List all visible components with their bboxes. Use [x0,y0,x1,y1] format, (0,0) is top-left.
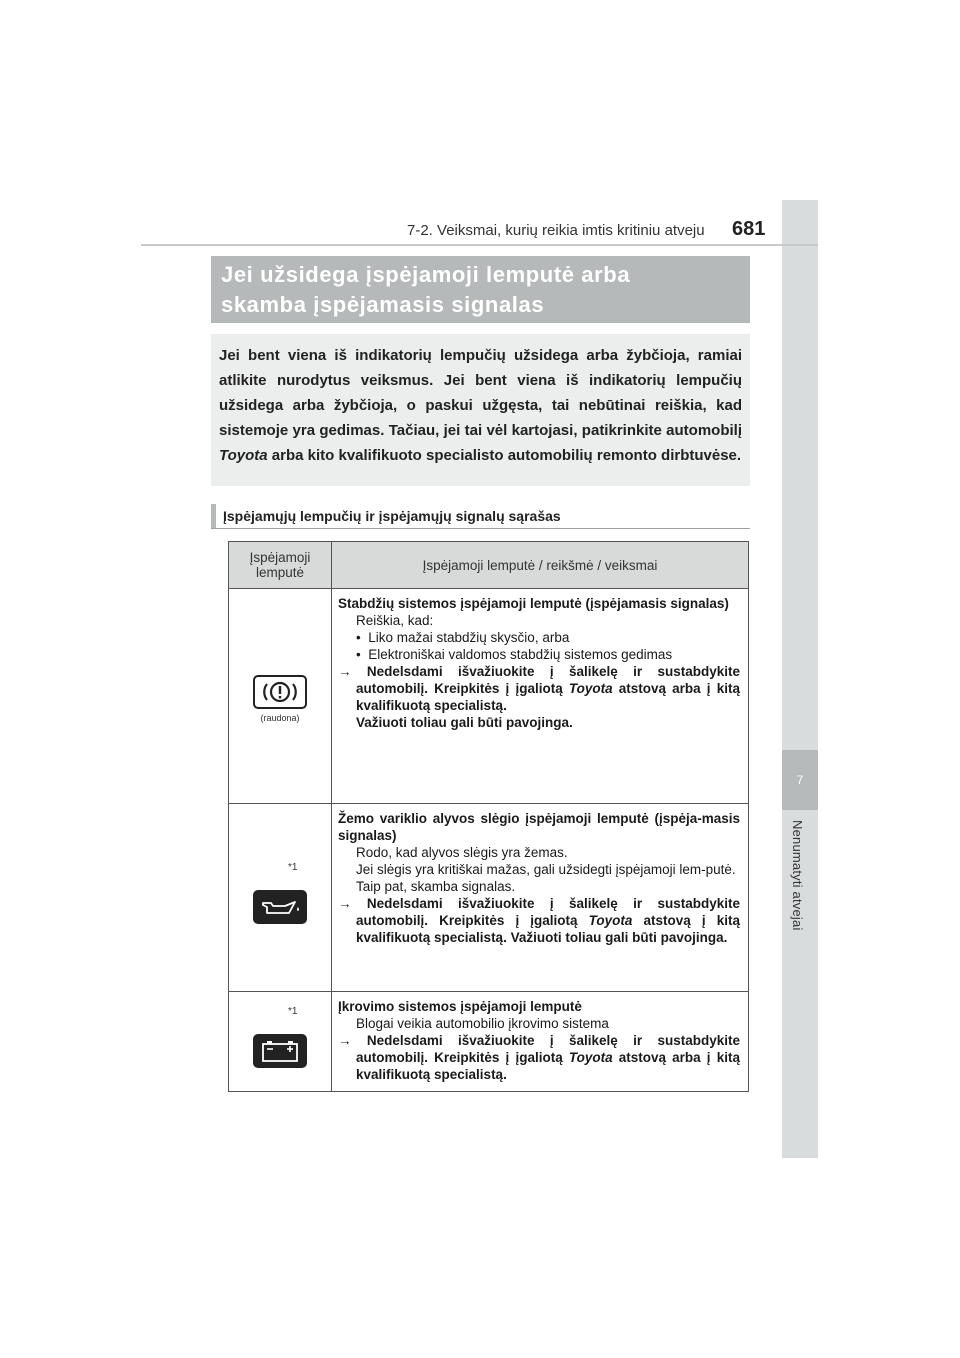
icon-cell [229,992,332,1092]
action-text-end: atstovą į kitą kvalifikuotą specialistą. Važiuoti toliau gali būti pavojinga. [356,913,740,945]
list-subheading [211,504,750,529]
chapter-label: Nenumatyti atvejai [790,820,805,931]
chapter-side-tab [782,200,818,1158]
row-title: Įkrovimo sistemos įspėjamoji lemputė [338,999,582,1014]
action-text-end: atstovą arba į kitą kvalifikuotą specialistą. [356,1050,740,1082]
footnote-mark: *1 [288,862,298,873]
row-bullet [338,646,740,663]
arrow-icon: → [338,1033,352,1048]
table-row [229,804,749,992]
row-title: Stabdžių sistemos įspėjamoji lemputė (įspėjamasis signalas) [338,596,729,611]
action-text-end: atstovą arba į kitą kvalifikuotą specialistą. [356,681,740,713]
row-line: Rodo, kad alyvos slėgis yra žemas. [356,845,568,860]
icon-caption: (raudona) [260,713,300,723]
icon-cell [229,589,332,804]
intro-text-part2: arba kito kvalifikuoto specialisto automobilių remonto dirbtuvėse. [271,447,742,464]
chapter-number: 7 [782,750,818,810]
icon-cell [229,804,332,992]
brake-warning-icon [253,675,307,709]
arrow-icon: → [338,664,352,679]
footnote-mark: *1 [288,1006,298,1017]
bullet-mark: • [356,647,361,662]
section-title-box [211,256,750,323]
col-header-light-line1: Įspėjamoji [249,550,311,565]
page-title-line2: skamba įspėjamasis signalas [221,292,545,317]
row-action [338,1032,740,1083]
row-action [338,663,740,714]
warning-lights-table [228,541,749,1092]
col-header-meaning: Įspėjamoji lemputė / reikšmė / veiksmai [332,542,749,589]
table-row [229,589,749,804]
col-header-light [229,542,332,589]
battery-icon [253,1034,307,1068]
col-header-light-line2: lemputė [255,565,305,580]
intro-text [211,334,750,468]
row-title: Žemo variklio alyvos slėgio įspėjamoji lemputė (įspėja-masis signalas) [338,811,740,843]
row-line: Taip pat, skamba signalas. [356,879,516,894]
row-meaning: Reiškia, kad: [356,613,434,628]
action-brand: Toyota [568,1050,613,1065]
bullet-text: Elektroniškai valdomos stabdžių sistemos gedimas [368,647,673,662]
action-text: Nedelsdami išvažiuokite į šalikelę ir sustabdykite automobilį. Kreipkitės į įgaliotą [356,896,740,928]
row-line: Blogai veikia automobilio įkrovimo sistema [356,1016,609,1031]
bullet-mark: • [356,630,361,645]
intro-brand: Toyota [219,447,268,464]
subheading-bar [211,504,216,528]
action-brand: Toyota [588,913,633,928]
arrow-icon: → [338,896,352,911]
intro-text-part1: Jei bent viena iš indikatorių lempučių užsidega arba žybčioja, ramiai atlikite nurodytus veiksmus. Jei bent viena iš indikatorių lempučių užsidega arba žybčioja, o paskui užgęsta, tai nebūtinai reiškia, kad sistemoje yra gedimas. Tačiau, jei tai vėl kartojasi, patikrinkite automobilį [219,347,742,439]
row-action [338,895,740,946]
page-title-line1: Jei užsidega įspėjamoji lemputė arba [221,262,631,287]
action-brand: Toyota [568,681,613,696]
description-cell [332,589,749,804]
description-cell [332,804,749,992]
intro-box [211,334,750,486]
bullet-text: Liko mažai stabdžių skysčio, arba [368,630,570,645]
subheading-text: Įspėjamųjų lempučių ir įspėjamųjų signalų sąrašas [223,508,561,524]
action-text: Nedelsdami išvažiuokite į šalikelę ir sustabdykite automobilį. Kreipkitės į įgaliotą [356,664,740,696]
table-header-row [229,542,749,589]
table-row [229,992,749,1092]
action-text: Nedelsdami išvažiuokite į šalikelę ir sustabdykite automobilį. Kreipkitės į įgaliotą [356,1033,740,1065]
row-action-note: Važiuoti toliau gali būti pavojinga. [356,715,573,730]
page-number: 681 [732,218,766,240]
row-line: Jei slėgis yra kritiškai mažas, gali užsidegti įspėjamoji lem-putė. [356,862,736,877]
description-cell [332,992,749,1092]
running-title: 7-2. Veiksmai, kurių reikia imtis kritiniu atveju [407,222,705,239]
page-title [221,260,630,320]
header-rule [141,244,818,246]
row-bullet [338,629,740,646]
oil-pressure-icon [253,890,307,924]
